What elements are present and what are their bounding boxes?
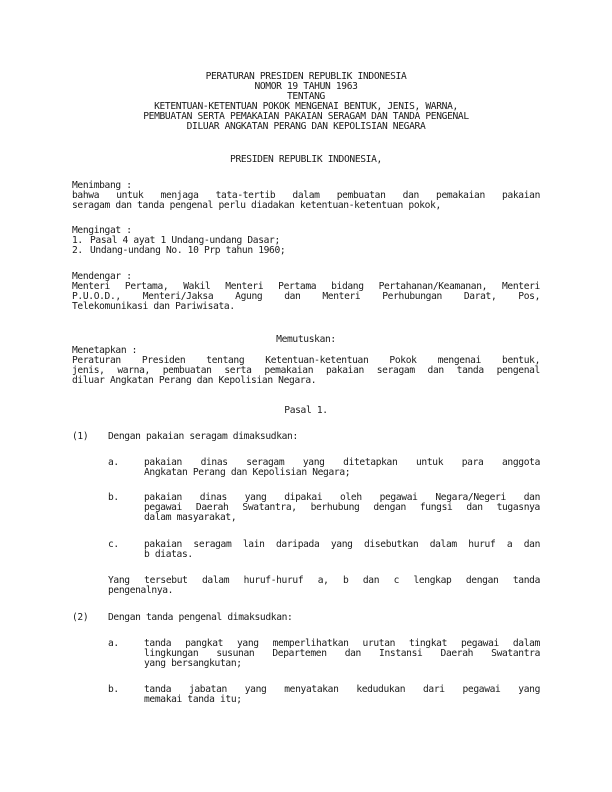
mendengar-label: Mendengar :	[72, 271, 132, 282]
menetapkan-line: diluar Angkatan Perang dan Kepolisian Negara.	[72, 375, 317, 386]
mendengar-section	[72, 272, 540, 312]
item-number: 1.	[72, 235, 83, 246]
menimbang-label: Menimbang :	[72, 180, 132, 191]
item-label: a.	[108, 457, 119, 468]
mendengar-line: P.U.O.D., Menteri/Jaksa Agung dan Menteri Perhubungan Darat, Pos,	[72, 291, 540, 302]
menimbang-line: seragam dan tanda pengenal perlu diadakan ketentuan-ketentuan pokok,	[72, 200, 441, 211]
title-line-4: KETENTUAN-KETENTUAN POKOK MENGENAI BENTUK, JENIS, WARNA,	[154, 101, 458, 112]
menetapkan-line: Peraturan Presiden tentang Ketentuan-ketentuan Pokok mengenai bentuk,	[72, 355, 540, 366]
item-line: pakaian dinas seragam yang ditetapkan untuk para anggota	[144, 457, 540, 468]
title-line-3: TENTANG	[287, 91, 325, 102]
mendengar-line: Telekomunikasi dan Pariwisata.	[72, 301, 235, 312]
ayat-number: (1)	[72, 431, 89, 442]
mengingat-label: Mengingat :	[72, 225, 132, 236]
closing-line: pengenalnya.	[108, 585, 174, 596]
title-line-2: NOMOR 19 TAHUN 1963	[254, 81, 358, 92]
menimbang-line: bahwa untuk menjaga tata-tertib dalam pembuatan dan pemakaian pakaian	[72, 190, 540, 201]
issuer-heading: PRESIDEN REPUBLIK INDONESIA,	[230, 154, 382, 165]
ayat-intro: Dengan pakaian seragam dimaksudkan:	[108, 431, 298, 442]
pasal-1-heading: Pasal 1.	[284, 405, 328, 416]
item-line: lingkungan susunan Departemen dan Instansi Daerah Swatantra	[144, 648, 540, 659]
ayat-intro: Dengan tanda pengenal dimaksudkan:	[108, 612, 293, 623]
item-line: yang bersangkutan;	[144, 658, 242, 669]
title-line-5: PEMBUATAN SERTA PEMAKAIAN PAKAIAN SERAGAM DAN TANDA PENGENAL	[143, 111, 469, 122]
item-line: memakai tanda itu;	[144, 694, 242, 705]
item-line: dalam masyarakat,	[144, 512, 237, 523]
item-label: b.	[108, 492, 119, 503]
closing-line: Yang tersebut dalam huruf-huruf a, b dan c lengkap dengan tanda	[108, 575, 540, 586]
memutuskan-heading: Memutuskan:	[276, 334, 336, 345]
item-label: b.	[108, 684, 119, 695]
menimbang-section	[72, 181, 540, 211]
ayat-number: (2)	[72, 612, 89, 623]
menetapkan-line: jenis, warna, pembuatan serta pemakaian pakaian seragam dan tanda pengenal	[72, 365, 540, 376]
menetapkan-section	[72, 346, 540, 386]
document-title	[72, 72, 540, 132]
mendengar-line: Menteri Pertama, Wakil Menteri Pertama bidang Pertahanan/Keamanan, Menteri	[72, 281, 540, 292]
item-line: b diatas.	[144, 549, 193, 560]
item-text: Undang-undang No. 10 Prp tahun 1960;	[90, 245, 286, 256]
item-line: Angkatan Perang dan Kepolisian Negara;	[144, 467, 351, 478]
item-text: Pasal 4 ayat 1 Undang-undang Dasar;	[90, 235, 280, 246]
item-line: pakaian dinas yang dipakai oleh pegawai Negara/Negeri dan	[144, 492, 540, 503]
title-line-6: DILUAR ANGKATAN PERANG DAN KEPOLISIAN NEGARA	[186, 121, 426, 132]
item-line: tanda jabatan yang menyatakan kedudukan dari pegawai yang	[144, 684, 540, 695]
item-line: pakaian seragam lain daripada yang disebutkan dalam huruf a dan	[144, 539, 540, 550]
item-label: a.	[108, 638, 119, 649]
item-number: 2.	[72, 245, 83, 256]
title-line-1: PERATURAN PRESIDEN REPUBLIK INDONESIA	[205, 71, 407, 82]
item-line: pegawai Daerah Swatantra, berhubung dengan fungsi dan tugasnya	[144, 502, 540, 513]
item-line: tanda pangkat yang memperlihatkan urutan tingkat pegawai dalam	[144, 638, 540, 649]
menetapkan-label: Menetapkan :	[72, 345, 138, 356]
item-label: c.	[108, 539, 119, 550]
